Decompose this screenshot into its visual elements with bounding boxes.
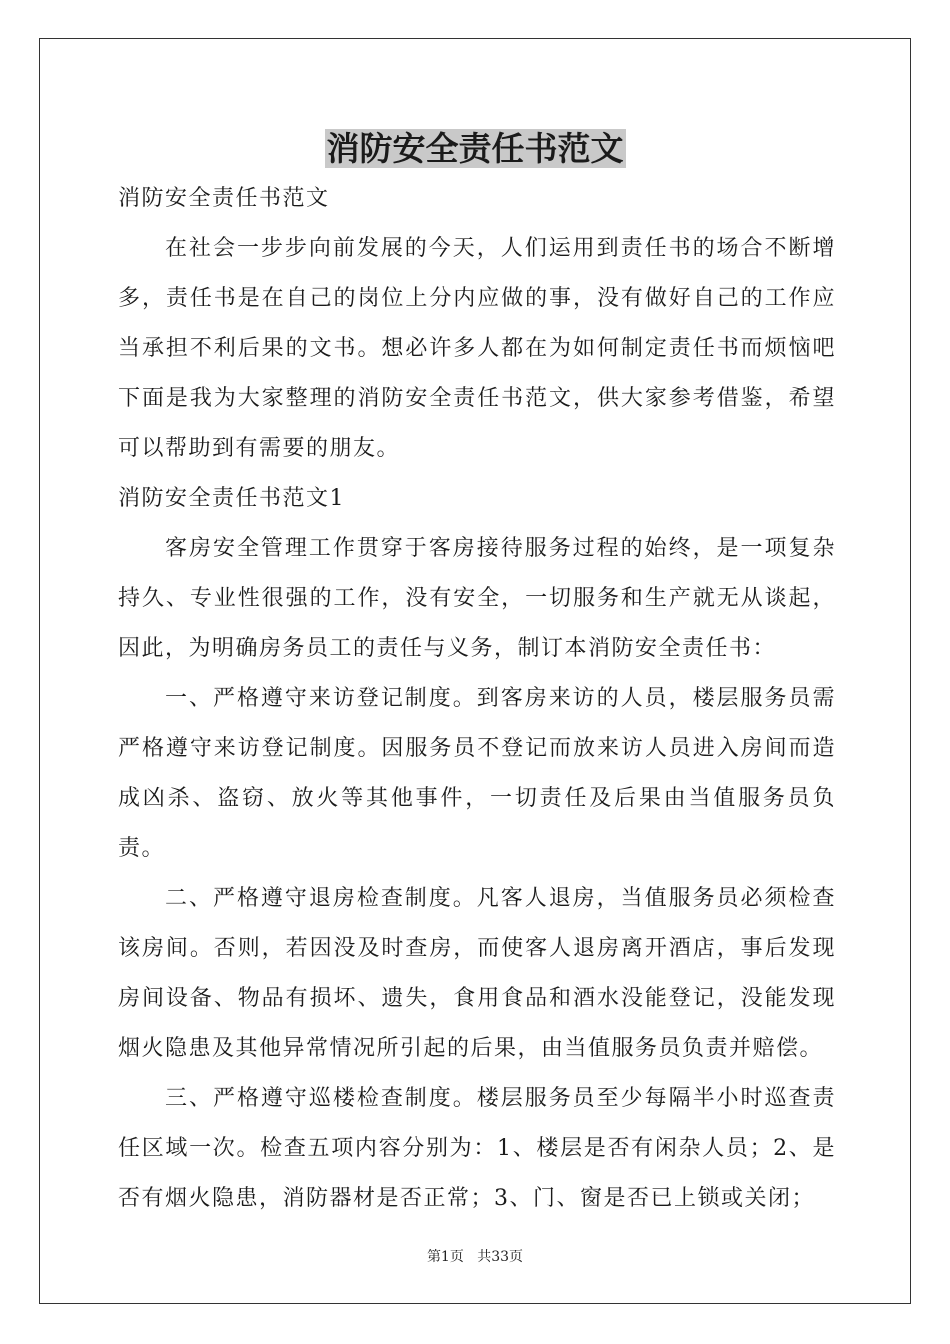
document-title <box>0 126 950 172</box>
paragraph-clause-2: 二、严格遵守退房检查制度。凡客人退房，当值服务员必须检查该房间。否则，若因没及时查房，而使客人退房离开酒店，事后发现房间设备、物品有损坏、遗失，食用食品和酒水没能登记，没能发现烟火隐患及其他异常情况所引起的后果，由当值服务员负责并赔偿。 <box>118 886 836 1061</box>
paragraph-clause-1: 一、严格遵守来访登记制度。到客房来访的人员，楼层服务员需严格遵守来访登记制度。因服务员不登记而放来访人员进入房间而造成凶杀、盗窃、放火等其他事件，一切责任及后果由当值服务员负责。 <box>118 686 836 861</box>
paragraph-clause-3: 三、严格遵守巡楼检查制度。楼层服务员至少每隔半小时巡查责任区域一次。检查五项内容分别为：1、楼层是否有闲杂人员；2、是否有烟火隐患，消防器材是否正常；3、门、窗是否已上锁或关闭； <box>118 1086 836 1211</box>
document-title-text: 消防安全责任书范文 <box>326 129 624 168</box>
page-footer <box>0 1247 950 1267</box>
paragraph-heading: 消防安全责任书范文 <box>118 186 330 211</box>
page-number: 第1页 <box>426 1249 464 1265</box>
paragraph-preamble: 客房安全管理工作贯穿于客房接待服务过程的始终，是一项复杂持久、专业性很强的工作，没有安全，一切服务和生产就无从谈起，因此，为明确房务员工的责任与义务，制订本消防安全责任书： <box>118 536 836 661</box>
document-body <box>118 174 836 1224</box>
paragraph-intro: 在社会一步步向前发展的今天，人们运用到责任书的场合不断增多，责任书是在自己的岗位上分内应做的事，没有做好自己的工作应当承担不利后果的文书。想必许多人都在为如何制定责任书而烦恼吧下面是我为大家整理的消防安全责任书范文，供大家参考借鉴，希望可以帮助到有需要的朋友。 <box>118 236 836 461</box>
paragraph-subheading: 消防安全责任书范文1 <box>118 486 345 511</box>
page-total: 共33页 <box>477 1249 524 1265</box>
